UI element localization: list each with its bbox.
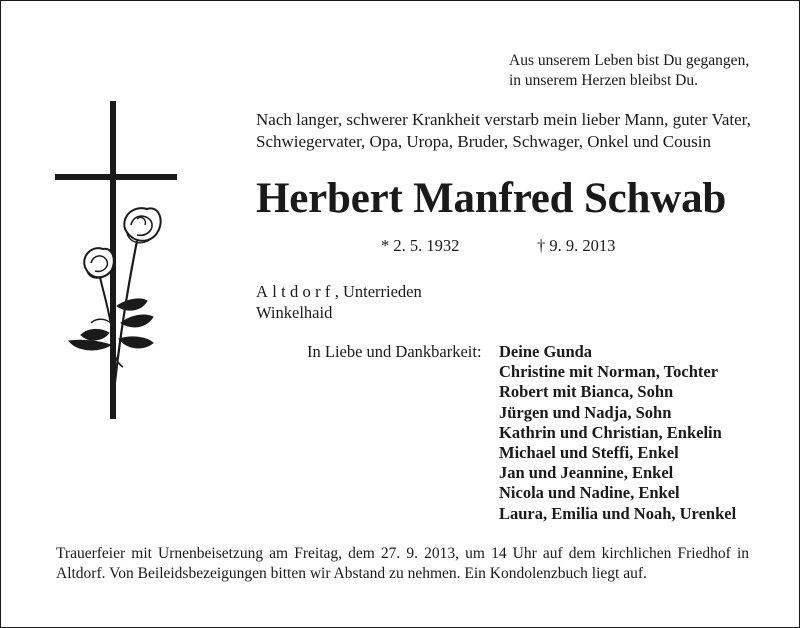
location-line: Winkelhaid [256, 303, 333, 322]
motto-line: Aus unserem Leben bist Du gegangen, [509, 52, 750, 69]
intro-line: Schwiegervater, Opa, Uropa, Bruder, Schwager, Onkel und Cousin [256, 132, 711, 151]
intro-line: Nach langer, schwerer Krankheit verstarb mein lieber Mann, guter Vater, [256, 110, 751, 129]
list-item: Nicola und Nadine, Enkel [499, 483, 680, 503]
list-item: Laura, Emilia und Noah, Urenkel [499, 503, 737, 523]
list-item: Christine mit Norman, Tochter [499, 362, 719, 382]
location-rest: , Unterrieden [334, 282, 422, 301]
mourners-list [499, 342, 736, 524]
funeral-info-line: Trauerfeier mit Urnenbeisetzung am Freitag, dem 27. 9. 2013, um 14 Uhr auf dem kirchlichen Friedhof in [56, 545, 749, 562]
deceased-name: Herbert Manfred Schwab [256, 175, 727, 222]
funeral-info [56, 544, 749, 584]
list-item: Kathrin und Christian, Enkelin [499, 422, 722, 442]
funeral-info-line: Altdorf. Von Beileidsbezeigungen bitten wir Abstand zu nehmen. Ein Kondolenzbuch liegt auf. [56, 565, 647, 582]
motto [509, 51, 749, 91]
motto-line: in unserem Herzen bleibst Du. [509, 72, 698, 89]
list-item: Jürgen und Nadja, Sohn [499, 402, 672, 422]
thanks-label: In Liebe und Dankbarkeit: [307, 342, 482, 361]
cross-with-roses-icon [51, 101, 181, 421]
town-name: Altdorf [256, 282, 335, 301]
list-item: Robert mit Bianca, Sohn [499, 382, 674, 402]
list-item: Jan und Jeannine, Enkel [499, 463, 674, 483]
list-item: Deine Gunda [499, 342, 593, 361]
intro-text [256, 109, 751, 153]
list-item: Michael und Steffi, Enkel [499, 443, 679, 463]
location-line [256, 281, 422, 302]
birth-date: * 2. 5. 1932 [381, 236, 460, 255]
death-date: † 9. 9. 2013 [537, 236, 616, 255]
